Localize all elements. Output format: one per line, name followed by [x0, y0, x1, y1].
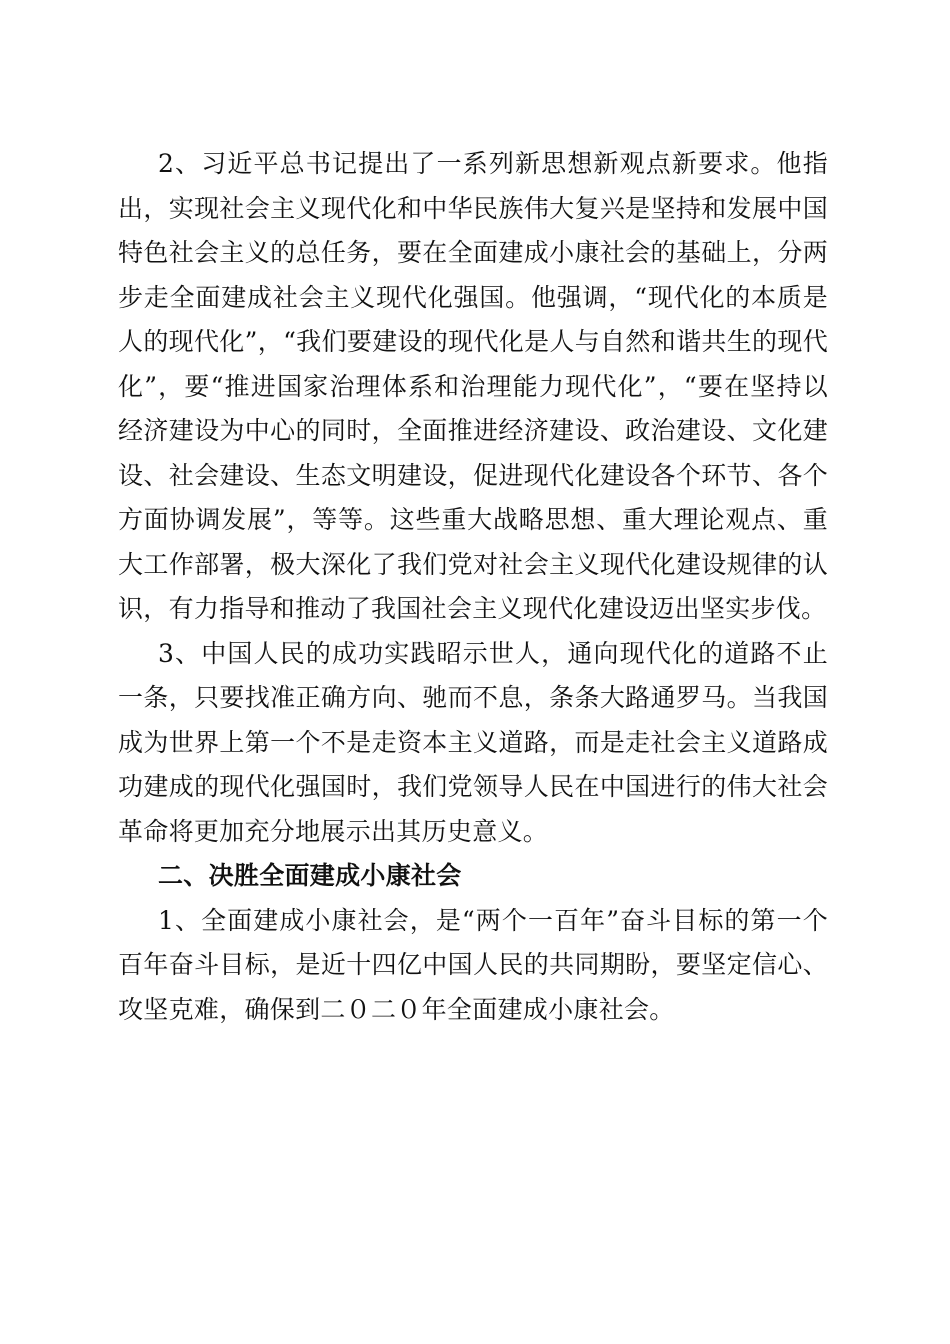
section-heading: 二、决胜全面建成小康社会	[158, 861, 462, 890]
paragraph-point-2: 2、习近平总书记提出了一系列新思想新观点新要求。他指出，实现社会主义现代化和中华民族伟大复兴是坚持和发展中国特色社会主义的总任务，要在全面建成小康社会的基础上，分两步走全面建成社会主义现代化强国。他强调，“现代化的本质是人的现代化”，“我们要建设的现代化是人与自然和谐共生的现代化”，要“推进国家治理体系和治理能力现代化”，“要在坚持以经济建设为中心的同时，全面推进经济建设、政治建设、文化建设、社会建设、生态文明建设，促进现代化建设各个环节、各个方面协调发展”，等等。这些重大战略思想、重大理论观点、重大工作部署，极大深化了我们党对社会主义现代化建设规律的认识，有力指导和推动了我国社会主义现代化建设迈出坚实步伐。	[118, 149, 828, 623]
paragraph-point-1: 1、全面建成小康社会，是“两个一百年”奋斗目标的第一个百年奋斗目标，是近十四亿中国人民的共同期盼，要坚定信心、攻坚克难，确保到二０二０年全面建成小康社会。	[118, 905, 828, 1024]
document-body	[118, 142, 828, 1032]
paragraph-point-3: 3、中国人民的成功实践昭示世人，通向现代化的道路不止一条，只要找准正确方向、驰而不息，条条大路通罗马。当我国成为世界上第一个不是走资本主义道路，而是走社会主义道路成功建成的现代化强国时，我们党领导人民在中国进行的伟大社会革命将更加充分地展示出其历史意义。	[118, 638, 828, 846]
